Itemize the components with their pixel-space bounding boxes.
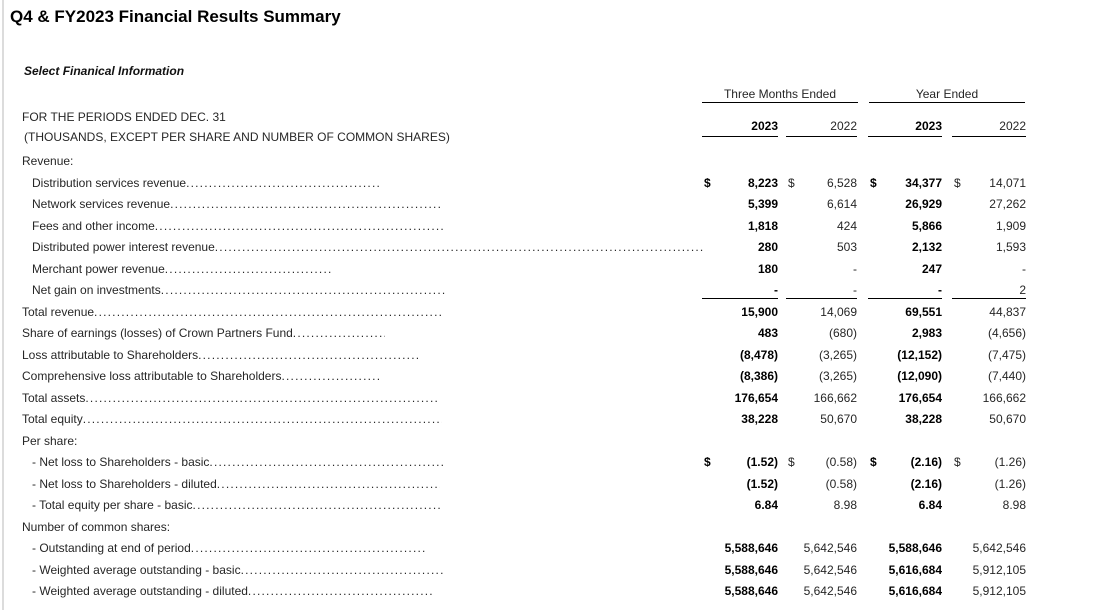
row-label xyxy=(32,560,445,582)
row-label-text: Distributed power interest revenue xyxy=(32,240,215,254)
value-cell-3mo-2023: (8,478) xyxy=(739,347,778,362)
value-cell-3mo-2022: 424 xyxy=(836,218,857,233)
value-cell-3mo-2022: $ 6,528 xyxy=(786,173,857,195)
row-label xyxy=(32,581,432,603)
dot-leader xyxy=(165,259,331,281)
dot-leader xyxy=(193,495,440,517)
value-cell-yr-2023: (2.16) xyxy=(910,476,942,491)
row-label xyxy=(22,345,420,367)
value-cell-yr-2022: 2 xyxy=(952,280,1026,302)
dollar-sign: $ xyxy=(954,175,961,190)
row-label xyxy=(32,538,427,560)
value-cell-yr-2023 xyxy=(868,431,942,453)
value-cell-yr-2023: 5,616,684 xyxy=(888,584,942,598)
table-row xyxy=(0,560,1118,582)
value-cell-yr-2022: $ (1.26) xyxy=(952,452,1026,474)
row-label xyxy=(22,409,442,431)
row-label-text: Distribution services revenue xyxy=(32,175,187,190)
value-cell-yr-2022: 8.98 xyxy=(1002,498,1026,512)
row-label-text: - Outstanding at end of period xyxy=(32,541,191,555)
row-label xyxy=(32,280,445,302)
dollar-sign: $ xyxy=(704,175,711,190)
table-row xyxy=(0,517,1118,539)
value-cell-3mo-2022: 5,642,546 xyxy=(803,562,857,577)
row-label-text: Number of common shares: xyxy=(22,519,171,534)
value-cell-3mo-2022: - xyxy=(786,280,857,302)
value-cell-yr-2022: 1,593 xyxy=(995,240,1026,254)
value-cell-3mo-2022: 5,642,546 xyxy=(803,541,857,555)
value-cell-3mo-2023 xyxy=(702,431,778,453)
row-label xyxy=(22,431,77,453)
row-label-text: Revenue: xyxy=(22,154,74,168)
row-label xyxy=(22,323,385,345)
dollar-sign: $ xyxy=(788,455,795,469)
dot-leader xyxy=(94,302,443,324)
year-header-cell: 2023 xyxy=(868,118,942,137)
row-label-text: Share of earnings (losses) of Crown Partners Fund xyxy=(22,326,293,340)
dot-leader xyxy=(217,474,440,496)
value-cell-yr-2023: 176,654 xyxy=(898,390,942,405)
table-row xyxy=(0,216,1118,238)
value-cell-3mo-2022: 5,642,546 xyxy=(803,584,857,598)
value-cell-yr-2023: 26,929 xyxy=(905,197,942,211)
value-cell-yr-2022 xyxy=(952,431,1026,453)
value-cell-3mo-2022: 166,662 xyxy=(813,390,857,405)
value-cell-3mo-2023: 180 xyxy=(757,261,778,276)
units-note-line: (THOUSANDS, EXCEPT PER SHARE AND NUMBER OF COMMON SHARES) xyxy=(24,130,450,144)
period-group-label: Year Ended xyxy=(915,87,979,101)
row-label xyxy=(32,216,445,238)
table-row xyxy=(0,538,1118,560)
table-row xyxy=(0,388,1118,410)
table-row xyxy=(0,151,1118,173)
value-cell-yr-2023: 2,983 xyxy=(911,326,942,340)
year-header-cell: 2023 xyxy=(702,118,778,137)
row-label xyxy=(22,366,380,388)
dot-leader xyxy=(170,194,440,216)
table-row xyxy=(0,409,1118,431)
value-cell-3mo-2023: (8,386) xyxy=(739,369,778,383)
period-group-label: Three Months Ended xyxy=(723,87,837,101)
value-cell-3mo-2022: 8.98 xyxy=(833,498,857,512)
value-cell-3mo-2023 xyxy=(702,517,778,539)
row-label xyxy=(32,173,380,195)
value-cell-yr-2022: 1,909 xyxy=(995,218,1026,233)
row-label xyxy=(22,151,73,173)
value-cell-3mo-2023: 38,228 xyxy=(741,412,778,426)
table-row xyxy=(0,495,1118,517)
table-row xyxy=(0,194,1118,216)
value-cell-yr-2022: 5,642,546 xyxy=(972,541,1026,555)
row-label-text: Total equity xyxy=(22,412,83,426)
value-cell-yr-2023: 6.84 xyxy=(918,498,942,512)
value-cell-3mo-2022 xyxy=(786,151,857,173)
value-cell-yr-2022: 5,912,105 xyxy=(972,562,1026,577)
row-label xyxy=(22,388,440,410)
value-cell-yr-2023: 247 xyxy=(921,261,942,276)
value-cell-yr-2022: (4,656) xyxy=(987,326,1026,340)
period-group-three-months xyxy=(702,87,858,103)
value-cell-3mo-2023: 176,654 xyxy=(734,390,778,405)
value-cell-yr-2022: 166,662 xyxy=(982,390,1026,405)
row-label xyxy=(32,194,440,216)
value-cell-yr-2022: (7,475) xyxy=(987,347,1026,362)
dot-leader xyxy=(186,173,380,195)
value-cell-3mo-2022: - xyxy=(853,261,857,276)
row-label-text: - Net loss to Shareholders - basic xyxy=(32,455,210,469)
value-cell-3mo-2022: 50,670 xyxy=(820,412,857,426)
value-cell-3mo-2023: 1,818 xyxy=(747,218,778,233)
table-row xyxy=(0,173,1118,195)
value-cell-yr-2022: - xyxy=(1022,261,1026,276)
value-cell-3mo-2023: (1.52) xyxy=(746,476,778,491)
dot-leader xyxy=(215,237,705,259)
value-cell-yr-2023: (12,090) xyxy=(897,369,942,383)
dollar-sign: $ xyxy=(788,175,795,190)
dot-leader xyxy=(293,323,385,345)
value-cell-3mo-2022: 6,614 xyxy=(826,197,857,211)
periods-ended-line: FOR THE PERIODS ENDED DEC. 31 xyxy=(22,110,226,124)
row-label-text: - Net loss to Shareholders - diluted xyxy=(32,476,217,491)
value-cell-yr-2023: 5,616,684 xyxy=(888,562,942,577)
year-header-cell: 2022 xyxy=(786,118,857,137)
page-title: Q4 & FY2023 Financial Results Summary xyxy=(10,7,341,26)
row-label-text: Comprehensive loss attributable to Shareholders xyxy=(22,369,282,383)
row-label xyxy=(32,452,443,474)
row-label xyxy=(22,302,443,324)
dot-leader xyxy=(198,345,420,367)
row-label xyxy=(32,495,440,517)
table-row xyxy=(0,323,1118,345)
row-label-text: Loss attributable to Shareholders xyxy=(22,347,199,362)
row-label xyxy=(32,259,331,281)
value-cell-yr-2022: (7,440) xyxy=(987,369,1026,383)
dot-leader xyxy=(281,366,380,388)
row-label-text: - Weighted average outstanding - diluted xyxy=(32,584,248,598)
value-cell-3mo-2022: 503 xyxy=(836,240,857,254)
table-row xyxy=(0,366,1118,388)
value-cell-yr-2023: 5,866 xyxy=(911,218,942,233)
table-row xyxy=(0,452,1118,474)
row-label xyxy=(32,237,705,259)
value-cell-3mo-2022: (3,265) xyxy=(818,369,857,383)
dollar-sign: $ xyxy=(870,455,877,469)
value-cell-yr-2022: 50,670 xyxy=(989,412,1026,426)
dot-leader xyxy=(85,388,440,410)
dollar-sign: $ xyxy=(870,175,877,190)
row-label-text: Total revenue xyxy=(22,304,95,319)
dot-leader xyxy=(248,581,432,603)
table-row xyxy=(0,431,1118,453)
value-cell-3mo-2023: 280 xyxy=(757,240,778,254)
value-cell-3mo-2023: 483 xyxy=(757,326,778,340)
value-cell-yr-2022: 44,837 xyxy=(989,304,1026,319)
dot-leader xyxy=(83,409,442,431)
value-cell-yr-2022: 5,912,105 xyxy=(972,584,1026,598)
value-cell-3mo-2022 xyxy=(786,431,857,453)
value-cell-3mo-2023: 5,588,646 xyxy=(724,584,778,598)
value-cell-3mo-2022: (3,265) xyxy=(818,347,857,362)
value-cell-3mo-2023: 5,588,646 xyxy=(724,562,778,577)
table-body xyxy=(0,151,1118,603)
dot-leader xyxy=(155,216,445,238)
row-label-text: - Total equity per share - basic xyxy=(32,498,193,512)
value-cell-3mo-2023 xyxy=(702,151,778,173)
value-cell-yr-2023 xyxy=(868,151,942,173)
row-label-text: - Weighted average outstanding - basic xyxy=(32,562,241,577)
section-subtitle: Select Finanical Information xyxy=(24,64,185,78)
table-row xyxy=(0,345,1118,367)
value-cell-3mo-2023: 6.84 xyxy=(754,498,778,512)
value-cell-yr-2022 xyxy=(952,517,1026,539)
dollar-sign: $ xyxy=(704,455,711,469)
value-cell-yr-2023: (12,152) xyxy=(897,347,942,362)
table-row xyxy=(0,259,1118,281)
dollar-sign: $ xyxy=(954,455,961,469)
value-cell-yr-2023 xyxy=(868,517,942,539)
dot-leader xyxy=(161,280,445,302)
row-label xyxy=(22,517,170,539)
value-cell-yr-2022 xyxy=(952,151,1026,173)
value-cell-yr-2023: 69,551 xyxy=(905,304,942,319)
value-cell-3mo-2023: - xyxy=(702,280,778,302)
value-cell-3mo-2022: $ (0.58) xyxy=(786,452,857,474)
table-row xyxy=(0,581,1118,603)
row-label-text: Per share: xyxy=(22,433,78,448)
row-label xyxy=(32,474,440,496)
table-row xyxy=(0,474,1118,496)
row-label-text: Total assets xyxy=(22,390,86,405)
table-row xyxy=(0,280,1118,302)
value-cell-3mo-2023: 5,588,646 xyxy=(724,541,778,555)
value-cell-yr-2022: (1.26) xyxy=(994,476,1026,491)
value-cell-3mo-2022: 14,069 xyxy=(820,304,857,319)
table-row xyxy=(0,302,1118,324)
value-cell-3mo-2023: $ (1.52) xyxy=(702,452,778,474)
dot-leader xyxy=(191,538,427,560)
dot-leader xyxy=(241,560,445,582)
value-cell-yr-2023: 38,228 xyxy=(905,412,942,426)
value-cell-yr-2022: 27,262 xyxy=(989,197,1026,211)
value-cell-yr-2023: - xyxy=(868,280,942,302)
value-cell-3mo-2023: 15,900 xyxy=(741,304,778,319)
year-header-cell: 2022 xyxy=(952,118,1026,137)
dot-leader xyxy=(209,452,443,474)
row-label-text: Network services revenue xyxy=(32,197,171,211)
value-cell-3mo-2022 xyxy=(786,517,857,539)
value-cell-yr-2023: 5,588,646 xyxy=(888,541,942,555)
value-cell-yr-2023: $ (2.16) xyxy=(868,452,942,474)
row-label-text: Net gain on investments xyxy=(32,283,161,297)
value-cell-3mo-2022: (0.58) xyxy=(825,476,857,491)
row-label-text: Fees and other income xyxy=(32,218,155,233)
value-cell-3mo-2022: (680) xyxy=(828,326,857,340)
value-cell-yr-2023: 2,132 xyxy=(911,240,942,254)
row-label-text: Merchant power revenue xyxy=(32,261,165,276)
value-cell-3mo-2023: 5,399 xyxy=(747,197,778,211)
table-row xyxy=(0,237,1118,259)
period-group-year-ended xyxy=(869,87,1025,103)
value-cell-3mo-2023: $ 8,223 xyxy=(702,173,778,195)
value-cell-yr-2022: $ 14,071 xyxy=(952,173,1026,195)
value-cell-yr-2023: $ 34,377 xyxy=(868,173,942,195)
